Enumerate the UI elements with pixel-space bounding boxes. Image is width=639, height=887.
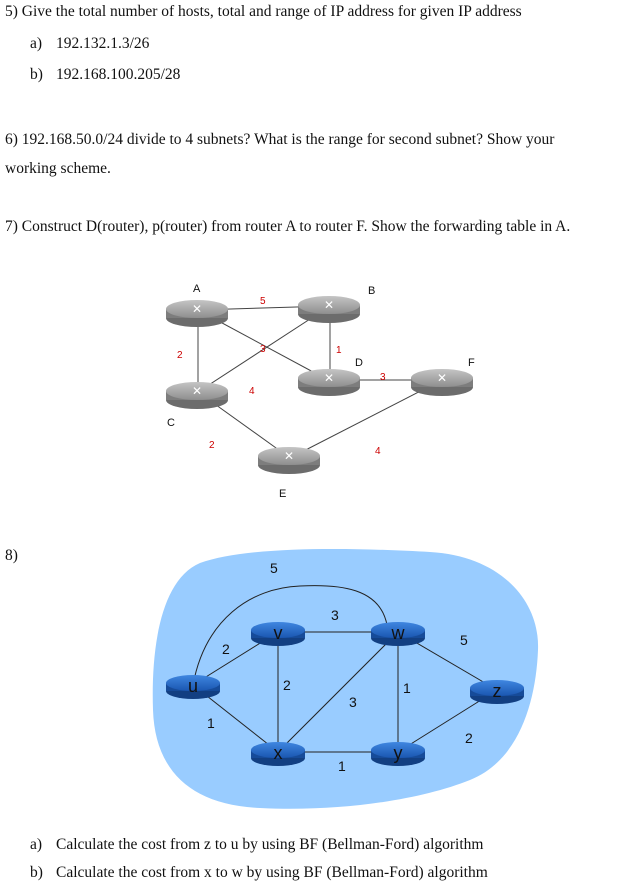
- question-8b-text: Calculate the cost from x to w by using BF (Bellman-Ford) algorithm: [56, 864, 488, 881]
- node-v: [251, 622, 305, 646]
- router-network-diagram: [166, 283, 475, 500]
- cost-a-c: 2: [177, 350, 183, 361]
- node-w: [371, 622, 425, 646]
- question-5b-text: 192.168.100.205/28: [56, 66, 181, 83]
- question-5b-label: b): [30, 66, 43, 83]
- cost-x-y: 1: [338, 758, 346, 774]
- router-b: [298, 296, 360, 323]
- router-label-d: D: [355, 357, 363, 369]
- node-label-z: z: [492, 681, 502, 701]
- svg-text:✕: ✕: [283, 449, 295, 463]
- question-6-line-1: 6) 192.168.50.0/24 divide to 4 subnets? What is the range for second subnet? Show your: [5, 131, 555, 148]
- router-label-f: F: [468, 357, 475, 369]
- question-8a-text: Calculate the cost from z to u by using BF (Bellman-Ford) algorithm: [56, 836, 484, 853]
- node-label-x: x: [273, 743, 283, 763]
- cost-a-b: 5: [260, 296, 266, 307]
- cost-b-d: 1: [336, 345, 342, 356]
- node-u: [166, 675, 220, 699]
- cost-e-f: 4: [375, 446, 381, 457]
- cost-v-x: 2: [283, 677, 291, 693]
- question-8-label: 8): [5, 547, 18, 564]
- question-7-text: 7) Construct D(router), p(router) from router A to router F. Show the forwarding table in A.: [5, 218, 571, 235]
- question-5-text: 5) Give the total number of hosts, total and range of IP address for given IP address: [5, 3, 522, 20]
- cost-v-w: 3: [331, 607, 339, 623]
- router-f: [411, 369, 473, 396]
- router-label-a: A: [193, 283, 201, 295]
- router-e: [258, 447, 320, 474]
- router-c: [166, 382, 228, 409]
- question-8b-label: b): [30, 864, 43, 881]
- node-x: [251, 742, 305, 766]
- cost-c-e: 2: [209, 440, 215, 451]
- cost-w-y: 1: [403, 680, 411, 696]
- router-label-b: B: [368, 285, 376, 297]
- cost-w-z: 5: [460, 632, 468, 648]
- router-label-e: E: [279, 488, 287, 500]
- node-label-y: y: [393, 743, 403, 763]
- router-a: [166, 300, 228, 327]
- svg-text:✕: ✕: [436, 371, 448, 385]
- cost-u-v: 2: [222, 641, 230, 657]
- bellman-ford-graph: [153, 549, 538, 809]
- router-label-c: C: [167, 417, 175, 429]
- node-z: [470, 680, 524, 704]
- cost-a-d: 3: [260, 344, 266, 355]
- cost-u-x: 1: [207, 715, 215, 731]
- node-y: [371, 742, 425, 766]
- question-5a-text: 192.132.1.3/26: [56, 35, 150, 52]
- node-label-w: w: [391, 623, 405, 643]
- cost-c-b: 4: [249, 386, 255, 397]
- node-label-v: v: [273, 623, 283, 643]
- question-8a-label: a): [30, 836, 43, 853]
- svg-text:✕: ✕: [323, 371, 335, 385]
- svg-text:✕: ✕: [323, 298, 335, 312]
- node-label-u: u: [187, 676, 199, 696]
- cost-y-z: 2: [465, 730, 473, 746]
- svg-text:✕: ✕: [191, 302, 203, 316]
- question-6-line-2: working scheme.: [5, 160, 111, 177]
- cost-u-w: 5: [270, 560, 278, 576]
- question-5a-label: a): [30, 35, 43, 52]
- cost-d-f: 3: [380, 372, 386, 383]
- svg-text:✕: ✕: [191, 384, 203, 398]
- router-d: [298, 369, 360, 396]
- cost-x-w: 3: [349, 694, 357, 710]
